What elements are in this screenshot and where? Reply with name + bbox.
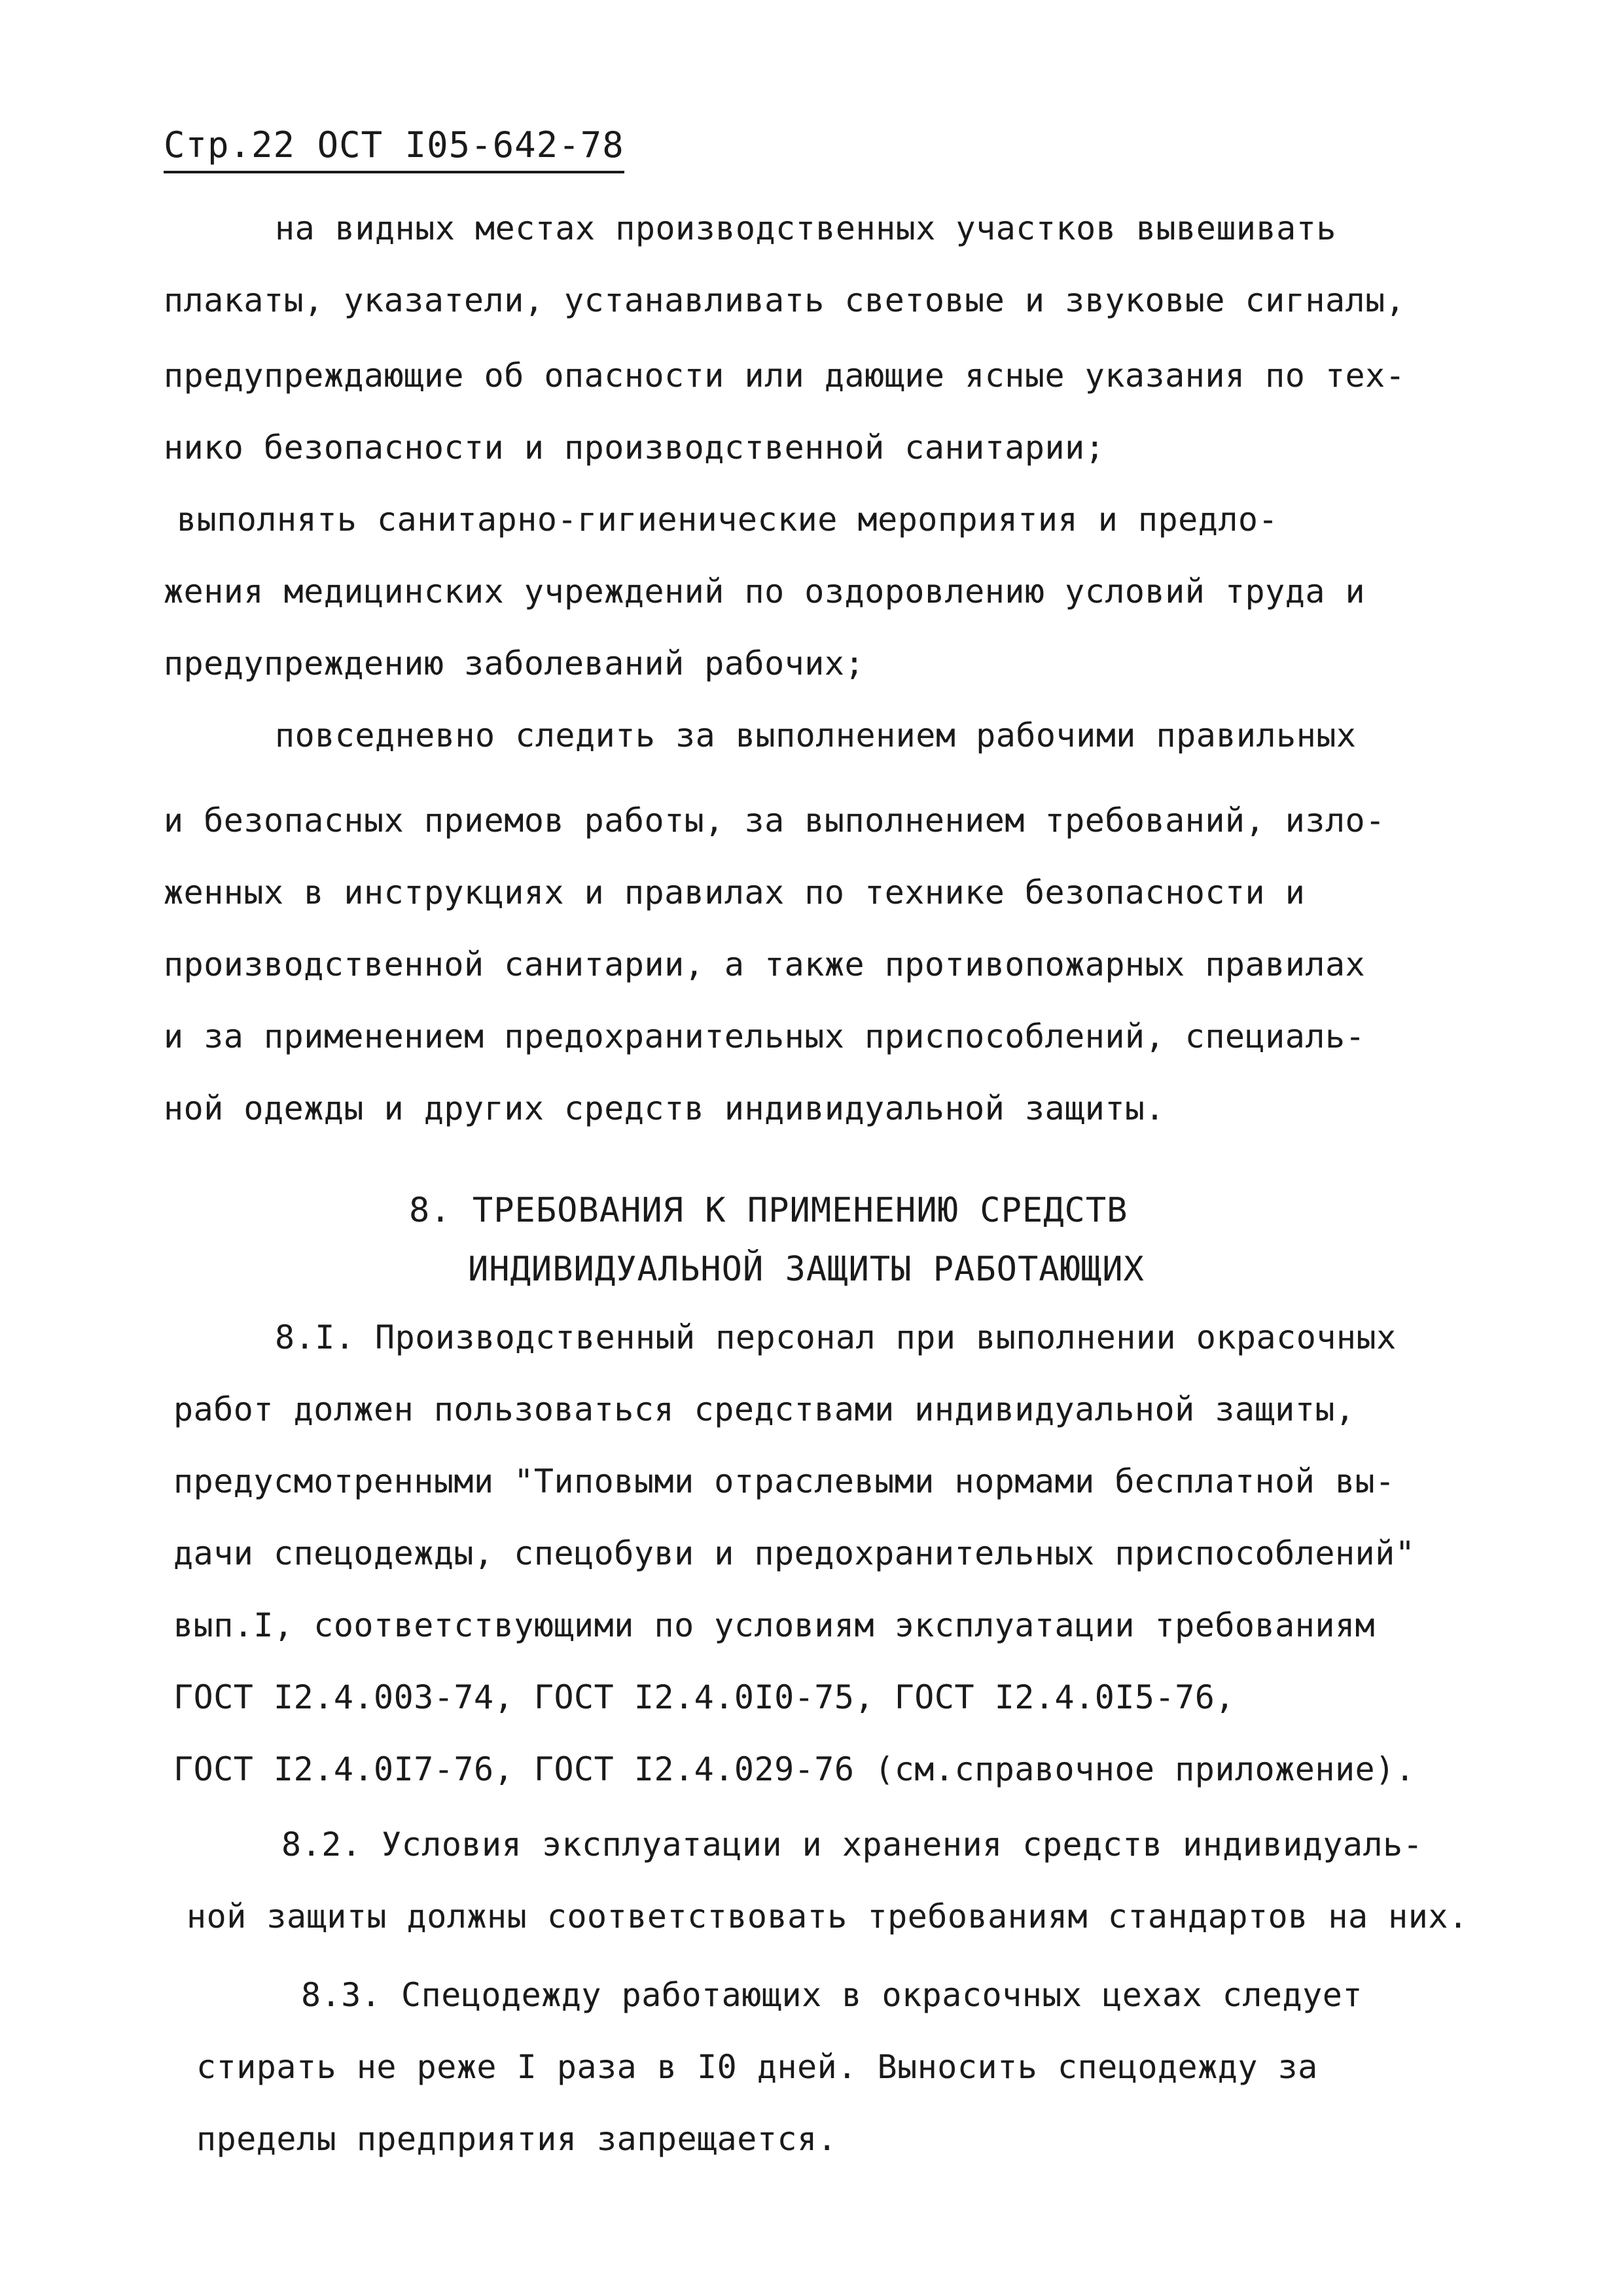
p81-line-2: работ должен пользоваться средствами индивидуальной защиты,: [173, 1390, 1355, 1428]
p2-line-1: выполнять санитарно-гигиенические мероприятия и предло-: [177, 501, 1279, 539]
p81-line-4: дачи спецодежды, спецобуви и предохранительных приспособлений": [173, 1534, 1416, 1572]
section-8-title-line-2: ИНДИВИДУАЛЬНОЙ ЗАЩИТЫ РАБОТАЮЩИХ: [468, 1250, 1145, 1289]
p3-line-6: ной одежды и других средств индивидуальной защиты.: [164, 1089, 1166, 1127]
p81-line-3: предусмотренными "Типовыми отраслевыми нормами бесплатной вы-: [173, 1462, 1395, 1500]
section-8-title-line-1: 8. ТРЕБОВАНИЯ К ПРИМЕНЕНИЮ СРЕДСТВ: [409, 1191, 1128, 1230]
p81-line-7: ГОСТ I2.4.0I7-76, ГОСТ I2.4.029-76 (см.справочное приложение).: [173, 1750, 1416, 1788]
p83-line-3: пределы предприятия запрещается.: [196, 2120, 838, 2158]
p3-line-5: и за применением предохранительных приспособлений, специаль-: [164, 1017, 1366, 1055]
p83-line-2: стирать не реже I раза в I0 дней. Выносить спецодежду за: [196, 2048, 1318, 2086]
p2-line-3: предупреждению заболеваний рабочих;: [164, 645, 865, 682]
p1-line-4: нико безопасности и производственной санитарии;: [164, 429, 1105, 467]
p1-line-3: предупреждающие об опасности или дающие ясные указания по тех-: [164, 357, 1406, 395]
p3-line-4: производственной санитарии, а также противопожарных правилах: [164, 945, 1366, 983]
p1-line-1: на видных местах производственных участков вывешивать: [275, 209, 1336, 247]
page-header: Стр.22 ОСТ I05-642-78: [164, 124, 624, 173]
p81-line-6: ГОСТ I2.4.003-74, ГОСТ I2.4.0I0-75, ГОСТ I2.4.0I5-76,: [173, 1678, 1235, 1716]
p3-line-2: и безопасных приемов работы, за выполнением требований, изло-: [164, 802, 1385, 839]
p82-line-1: 8.2. Условия эксплуатации и хранения средств индивидуаль-: [281, 1826, 1423, 1863]
p81-line-5: вып.I, соответствующими по условиям эксплуатации требованиям: [173, 1606, 1376, 1644]
p82-line-2: ной защиты должны соответствовать требованиям стандартов на них.: [187, 1898, 1469, 1935]
p2-line-2: жения медицинских учреждений по оздоровлению условий труда и: [164, 573, 1366, 610]
p81-line-1: 8.I. Производственный персонал при выполнении окрасочных: [275, 1318, 1397, 1356]
p3-line-1: повседневно следить за выполнением рабочими правильных: [275, 716, 1357, 754]
p83-line-1: 8.3. Спецодежду работающих в окрасочных цехах следует: [301, 1976, 1363, 2014]
p1-line-2: плакаты, указатели, устанавливать световые и звуковые сигналы,: [164, 281, 1406, 319]
p3-line-3: женных в инструкциях и правилах по технике безопасности и: [164, 874, 1306, 911]
